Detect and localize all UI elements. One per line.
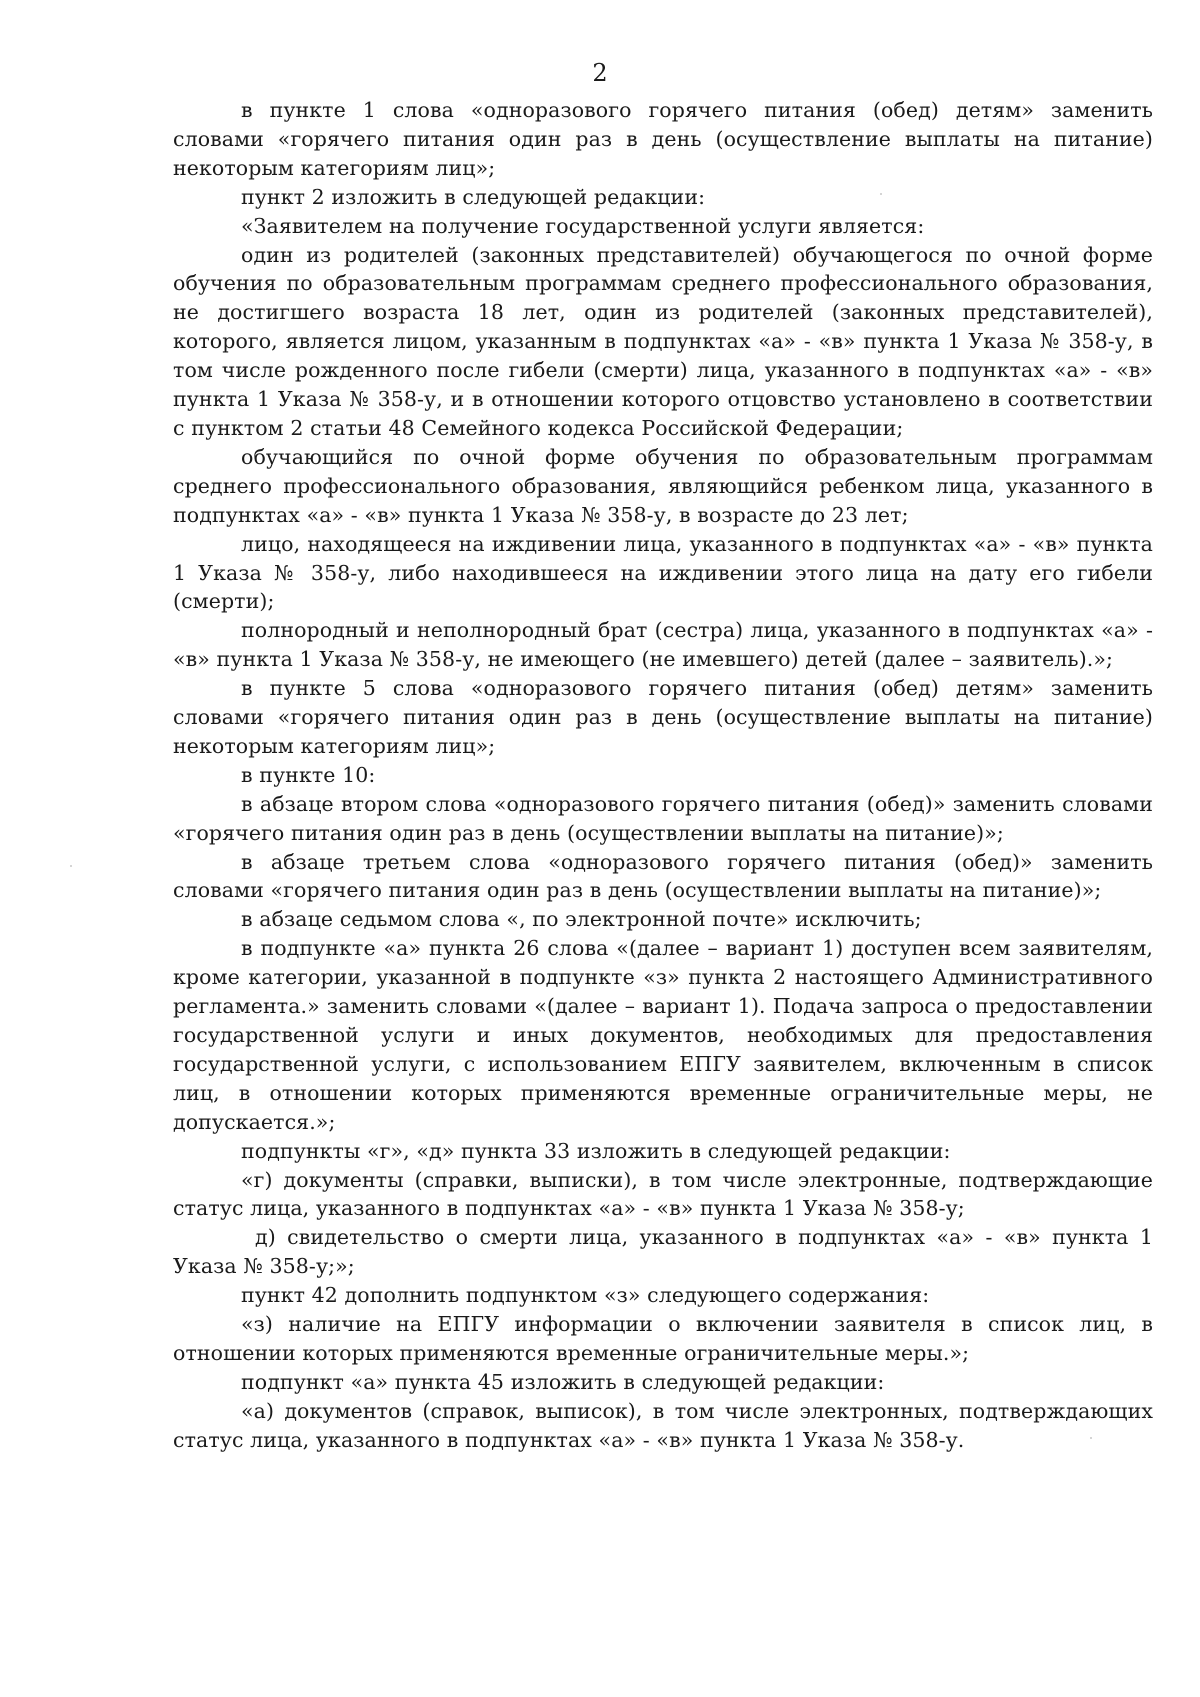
page-number: 2	[592, 59, 608, 87]
paragraph: полнородный и неполнородный брат (сестра) лица, указанного в подпунктах «а» - «в» пункта 1 Указа № 358-у, не имеющего (не имевшего) детей (далее – заявитель).»;	[173, 618, 1153, 672]
paragraph: подпункты «г», «д» пункта 33 изложить в следующей редакции:	[241, 1138, 951, 1163]
paragraph: «а) документов (справок, выписок), в том числе электронных, подтверждающих статус лица, указанного в подпунктах «а» - «в» пункта 1 Указа № 358-у.	[173, 1398, 1153, 1452]
paragraph: пункт 2 изложить в следующей редакции:	[241, 184, 706, 209]
paragraph: в пункте 1 слова «одноразового горячего питания (обед) детям» заменить словами «горячего питания один раз в день (осуществление выплаты на питание) некоторым категориям лиц»;	[173, 98, 1153, 180]
paragraph: в абзаце седьмом слова «, по электронной почте» исключить;	[241, 907, 922, 932]
scan-speck	[70, 865, 72, 867]
paragraph: «з) наличие на ЕПГУ информации о включении заявителя в список лиц, в отношении которых применяются временные ограничительные меры.»;	[173, 1312, 1153, 1365]
paragraph: в пункте 5 слова «одноразового горячего питания (обед) детям» заменить словами «горячего питания один раз в день (осуществление выплаты на питание) некоторым категориям лиц»;	[173, 676, 1153, 758]
paragraph: в абзаце третьем слова «одноразового горячего питания (обед)» заменить словами «горячего питания один раз в день (осуществлении выплаты на питание)»;	[173, 849, 1153, 903]
document-body	[173, 96, 1153, 1455]
paragraph: один из родителей (законных представителей) обучающегося по очной форме обучения по образовательным программам среднего профессионального образования, не достигшего возраста 18 лет, один из родителей (законных представителей), которого, является лицом, указанным в подпунктах «а» - «в» пункта 1 Указа № 358-у, в том числе рожденного после гибели (смерти) лица, указанного в подпунктах «а» - «в» пункта 1 Указа № 358-у, и в отношении которого отцовство установлено в соответствии с пунктом 2 статьи 48 Семейного кодекса Российской Федерации;	[173, 242, 1153, 440]
paragraph: подпункт «а» пункта 45 изложить в следующей редакции:	[241, 1369, 885, 1394]
paragraph: в подпункте «а» пункта 26 слова «(далее – вариант 1) доступен всем заявителям, кроме категории, указанной в подпункте «з» пункта 2 настоящего Административного регламента.» заменить словами «(далее – вариант 1). Подача запроса о предоставлении государственной услуги и иных документов, необходимых для предоставления государственной услуги, с использованием ЕПГУ заявителем, включенным в список лиц, в отношении которых применяются временные ограничительные меры, не допускается.»;	[173, 936, 1153, 1134]
scan-speck	[1090, 1437, 1092, 1439]
paragraph: обучающийся по очной форме обучения по образовательным программам среднего профессионального образования, являющийся ребенком лица, указанного в подпунктах «а» - «в» пункта 1 Указа № 358-у, в возрасте до 23 лет;	[173, 444, 1153, 527]
paragraph: «г) документы (справки, выписки), в том числе электронные, подтверждающие статус лица, указанного в подпунктах «а» - «в» пункта 1 Указа № 358-у;	[173, 1167, 1153, 1221]
paragraph: лицо, находящееся на иждивении лица, указанного в подпунктах «а» - «в» пункта 1 Указа № 358-у, либо находившееся на иждивении этого лица на дату его гибели (смерти);	[173, 531, 1153, 614]
paragraph: «Заявителем на получение государственной услуги является:	[241, 213, 925, 238]
paragraph: пункт 42 дополнить подпунктом «з» следующего содержания:	[241, 1283, 930, 1308]
paragraph: в абзаце втором слова «одноразового горячего питания (обед)» заменить словами «горячего питания один раз в день (осуществлении выплаты на питание)»;	[173, 791, 1153, 845]
scan-speck	[880, 193, 882, 195]
paragraph: д) свидетельство о смерти лица, указанного в подпунктах «а» - «в» пункта 1 Указа № 358-у;»;	[173, 1225, 1153, 1279]
paragraph: в пункте 10:	[241, 762, 376, 787]
